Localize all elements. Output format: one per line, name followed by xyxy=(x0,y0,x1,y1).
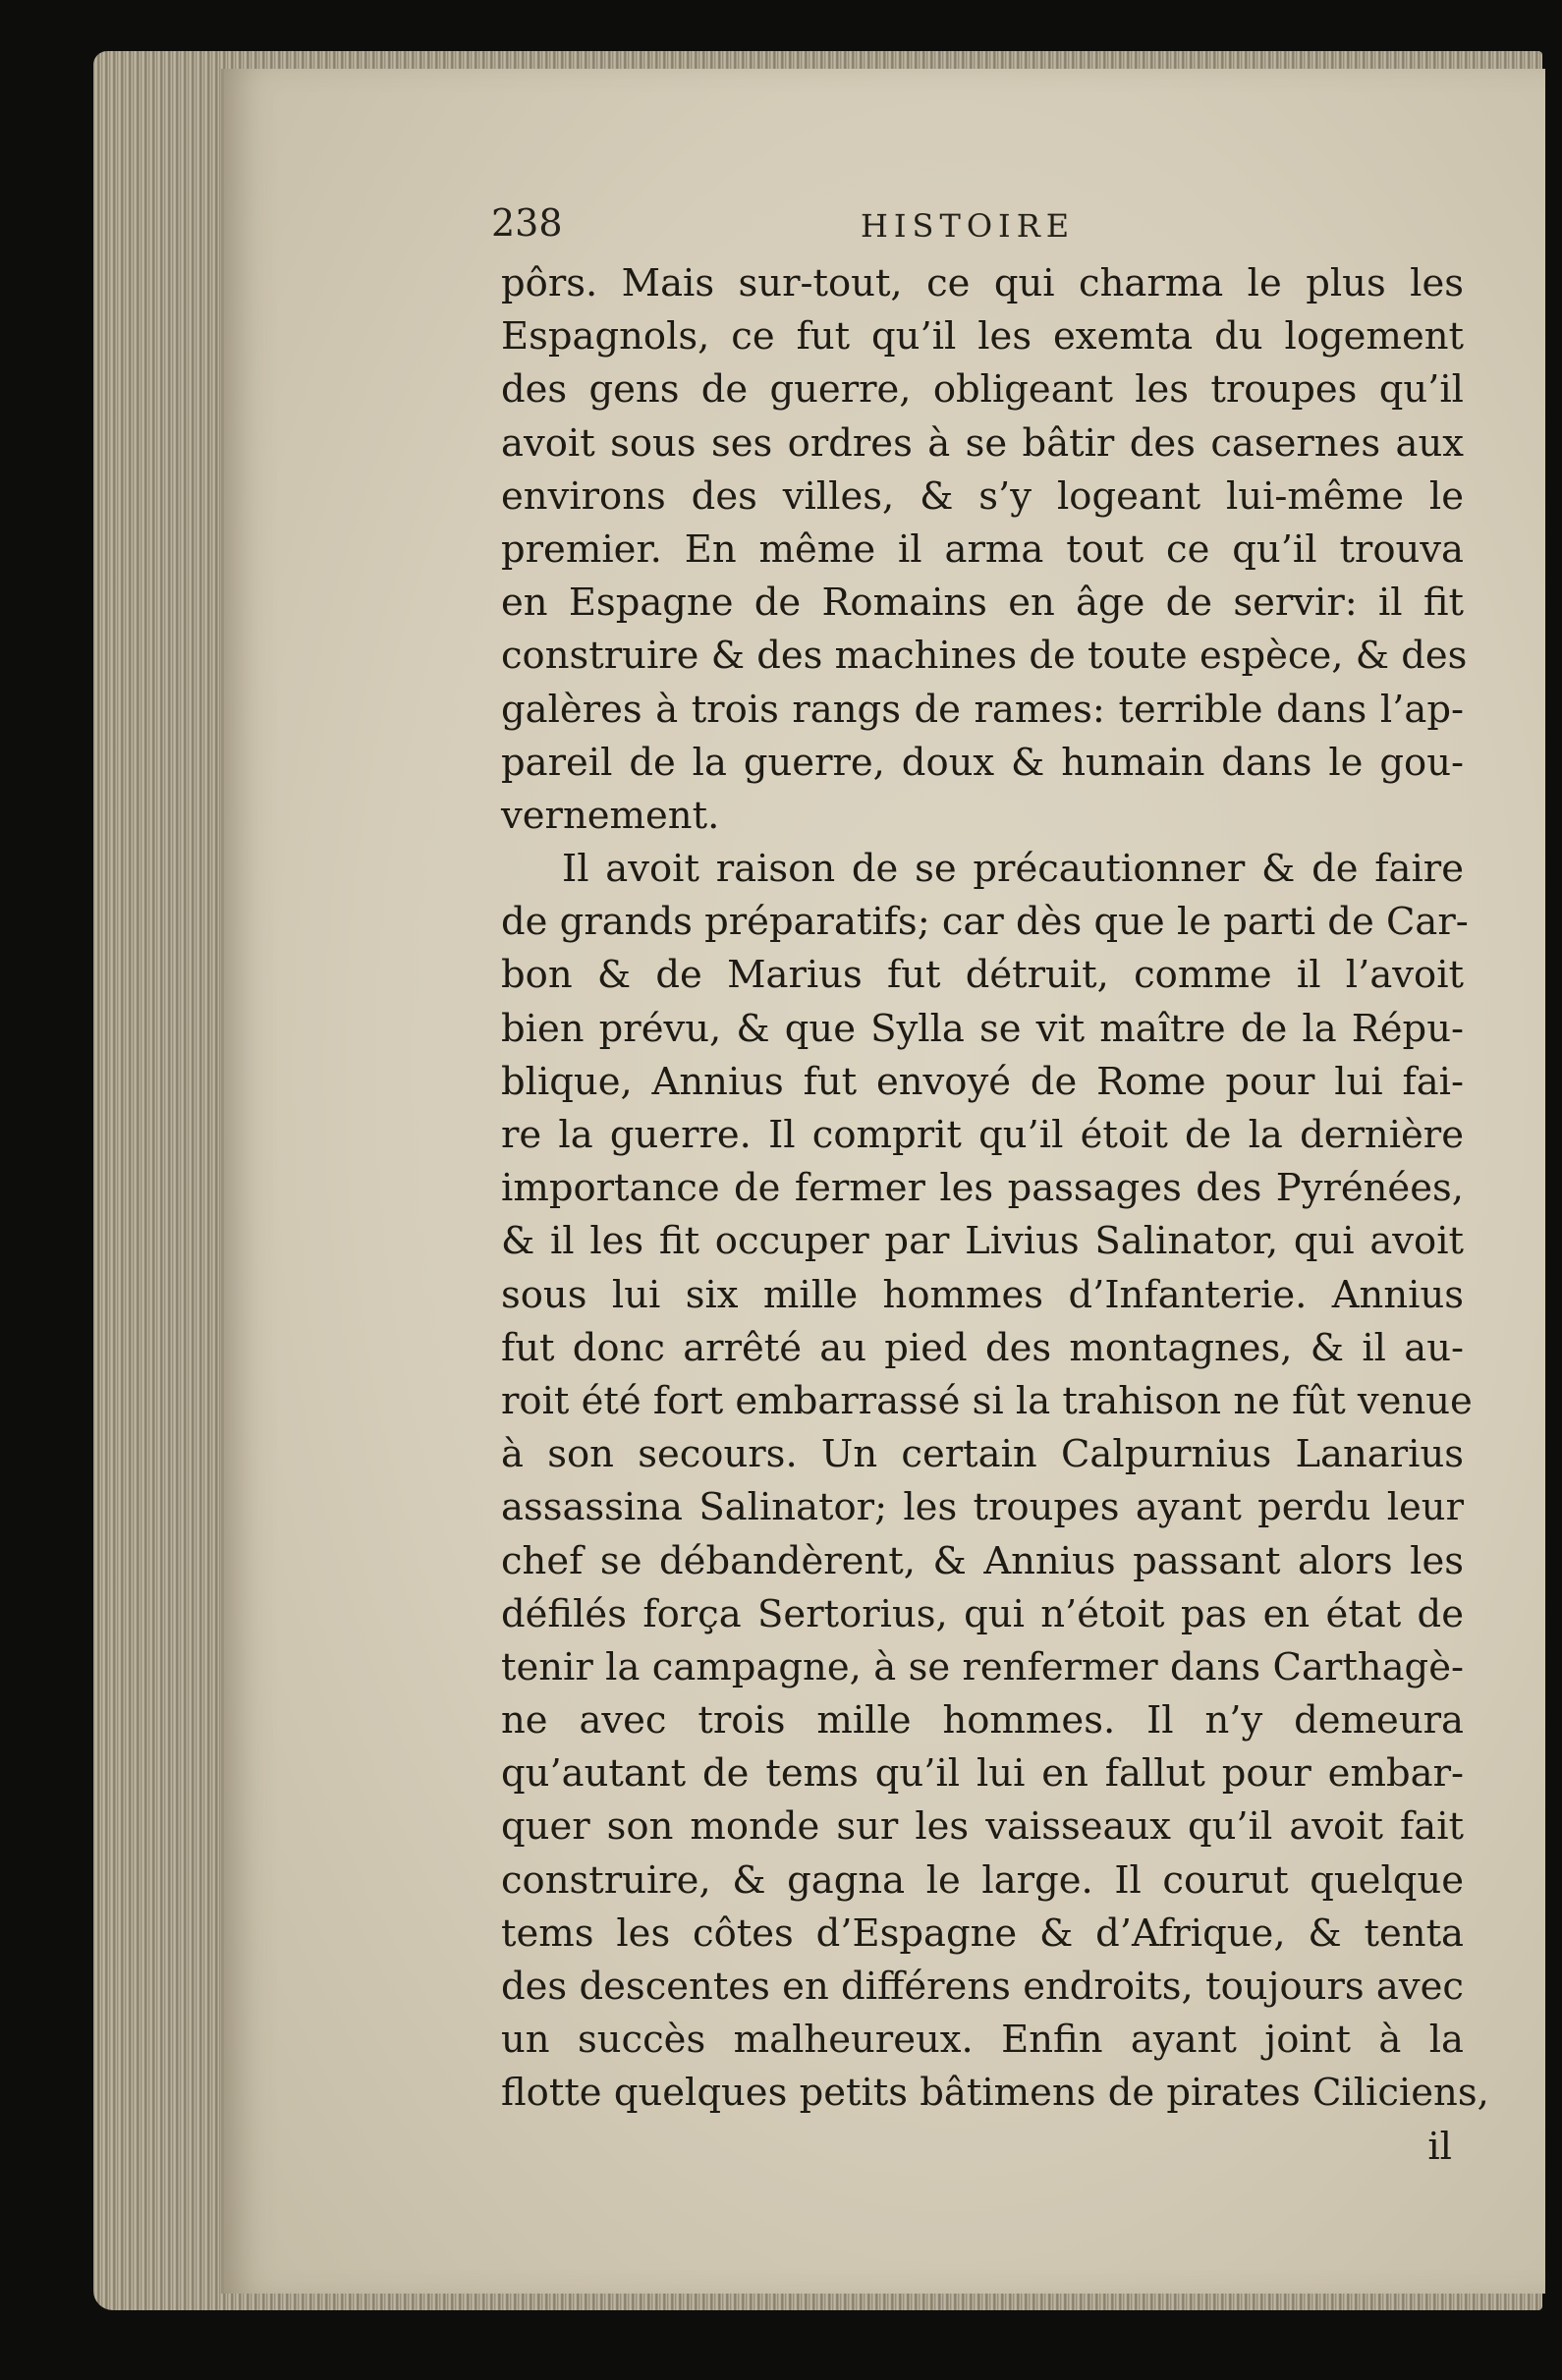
text-line: bon & de Marius fut détruit, comme il l’avoit xyxy=(501,953,1464,998)
text-line: bien prévu, & que Sylla se vit maître de la Répu- xyxy=(501,1006,1464,1051)
text-line: assassina Salinator; les troupes ayant perdu leur xyxy=(501,1485,1464,1530)
text-line: quer son monde sur les vaisseaux qu’il avoit fait xyxy=(501,1804,1464,1850)
text-line: environs des villes, & s’y logeant lui-même le xyxy=(501,473,1464,519)
text-line: galères à trois rangs de rames: terrible dans l’ap- xyxy=(501,687,1464,732)
text-line: re la guerre. Il comprit qu’il étoit de la dernière xyxy=(501,1113,1464,1157)
text-line: vernement. xyxy=(501,793,720,838)
text-line: il xyxy=(1427,2124,1452,2169)
text-line: pôrs. Mais sur-tout, ce qui charma le plus les xyxy=(501,261,1464,305)
text-line: tems les côtes d’Espagne & d’Afrique, & tenta xyxy=(501,1910,1464,1956)
text-line: flotte quelques petits bâtimens de pirates Ciliciens, xyxy=(501,2071,1489,2116)
text-line: avoit sous ses ordres à se bâtir des casernes aux xyxy=(501,420,1464,466)
text-line: sous lui six mille hommes d’Infanterie. Annius xyxy=(501,1272,1464,1317)
text-line: ne avec trois mille hommes. Il n’y demeura xyxy=(501,1698,1464,1743)
running-head xyxy=(491,201,1400,260)
text-line: en Espagne de Romains en âge de servir: il fit xyxy=(501,581,1464,626)
text-line: défilés força Sertorius, qui n’étoit pas en état de xyxy=(501,1591,1464,1636)
text-line: construire, & gagna le large. Il courut quelque xyxy=(501,1857,1464,1903)
text-line: un succès malheureux. Enfin ayant joint à la xyxy=(501,2018,1464,2063)
text-line: premier. En même il arma tout ce qu’il trouva xyxy=(501,526,1464,572)
text-line: blique, Annius fut envoyé de Rome pour lui fai- xyxy=(501,1059,1464,1104)
text-line: qu’autant de tems qu’il lui en fallut pour embar- xyxy=(501,1751,1464,1797)
text-line: pareil de la guerre, doux & humain dans le gou- xyxy=(501,740,1464,785)
text-line: roit été fort embarrassé si la trahison ne fût venue xyxy=(501,1378,1473,1423)
text-line: des gens de guerre, obligeant les troupes qu’il xyxy=(501,367,1464,413)
text-line: Espagnols, ce fut qu’il les exemta du logement xyxy=(501,314,1464,360)
text-line: & il les fit occuper par Livius Salinator, qui avoit xyxy=(501,1219,1464,1264)
body-text xyxy=(501,257,1489,2174)
text-line: tenir la campagne, à se renfermer dans Carthagè- xyxy=(501,1644,1464,1689)
text-line: à son secours. Un certain Calpurnius Lanarius xyxy=(501,1432,1464,1477)
text-line: chef se débandèrent, & Annius passant alors les xyxy=(501,1538,1464,1583)
text-line: des descentes en différens endroits, toujours avec xyxy=(501,1965,1464,2009)
page-number: 238 xyxy=(491,201,563,245)
text-line: Il avoit raison de se précautionner & de faire xyxy=(562,847,1464,892)
text-line: fut donc arrêté au pied des montagnes, & il au- xyxy=(501,1325,1464,1370)
text-line: de grands préparatifs; car dès que le parti de Car- xyxy=(501,900,1469,945)
text-line: construire & des machines de toute espèce, & des xyxy=(501,634,1468,679)
text-line: importance de fermer les passages des Pyrénées, xyxy=(501,1166,1464,1211)
running-title: HISTOIRE xyxy=(861,207,1076,245)
